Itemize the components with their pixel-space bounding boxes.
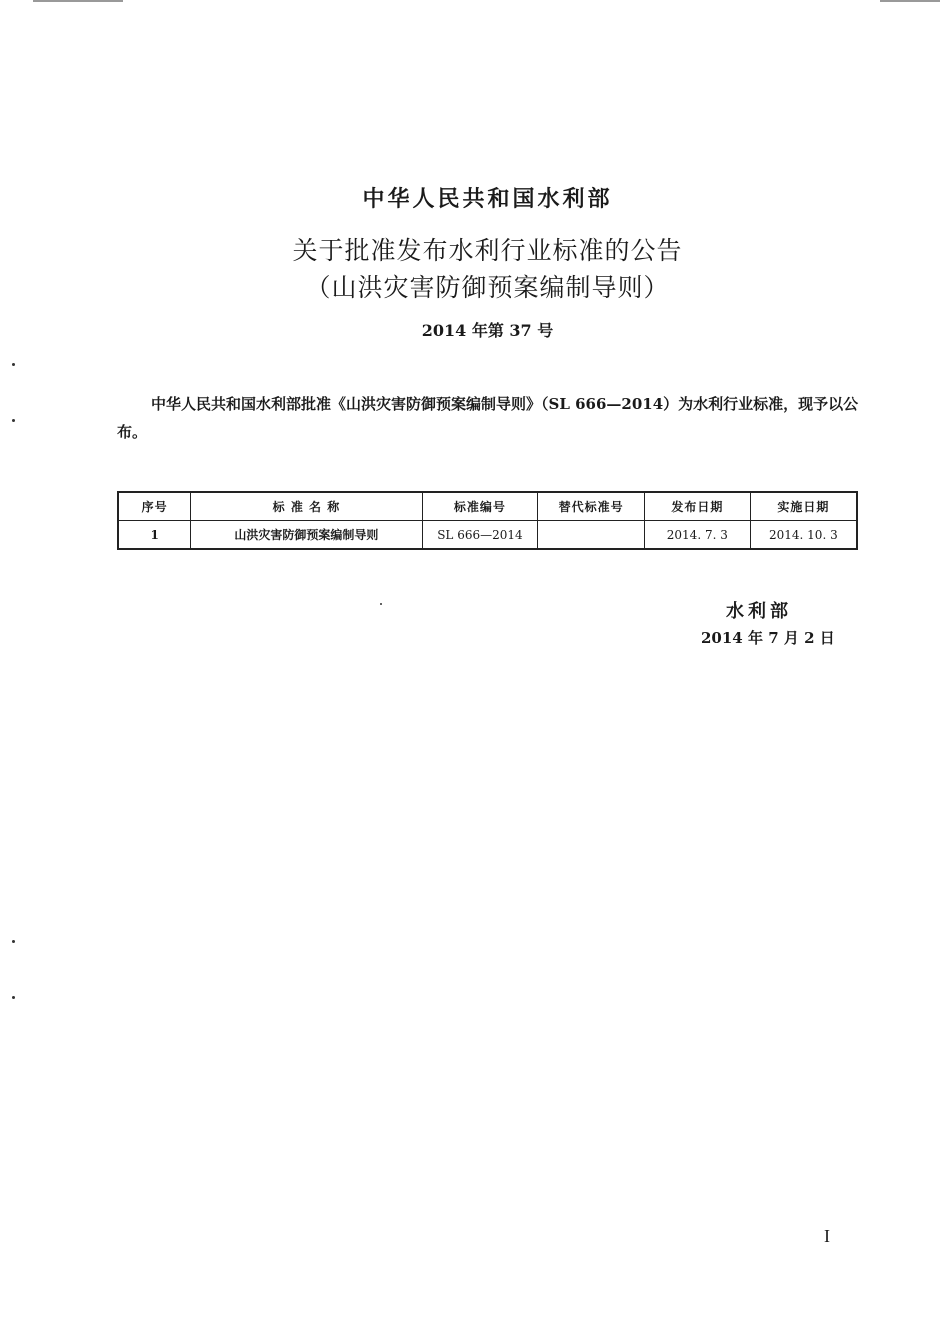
cell-standard-code: SL 666—2014 — [422, 521, 538, 550]
col-header-issue-date: 发布日期 — [644, 492, 750, 521]
scan-speck — [380, 603, 382, 605]
scan-speck — [12, 996, 15, 999]
cell-replaced-code — [538, 521, 645, 550]
scan-speck — [12, 419, 15, 422]
cell-issue-date: 2014. 7. 3 — [644, 521, 750, 550]
col-header-effective-date: 实施日期 — [750, 492, 857, 521]
scan-speck — [12, 940, 15, 943]
col-header-standard-name: 标 准 名 称 — [191, 492, 422, 521]
scan-speck — [12, 363, 15, 366]
standards-table — [117, 491, 858, 550]
announcement-subtitle: （山洪灾害防御预案编制导则） — [305, 273, 670, 302]
signature-issuer: 水利部 — [726, 601, 792, 622]
scan-edge-mark-right — [880, 0, 940, 2]
cell-serial: 1 — [118, 521, 191, 550]
ministry-heading: 中华人民共和国水利部 — [362, 186, 613, 212]
announcement-title: 关于批准发布水利行业标准的公告 — [292, 236, 683, 265]
table-row — [118, 521, 857, 550]
announcement-paragraph: 中华人民共和国水利部批准《山洪灾害防御预案编制导则》（SL 666—2014）为水利行业标准，现予以公布。 — [117, 395, 859, 441]
col-header-serial: 序号 — [118, 492, 191, 521]
col-header-replaced-code: 替代标准号 — [538, 492, 645, 521]
document-number: 2014 年第 37 号 — [421, 321, 554, 340]
col-header-standard-code: 标准编号 — [422, 492, 538, 521]
cell-standard-name: 山洪灾害防御预案编制导则 — [191, 521, 422, 550]
scan-edge-mark-left — [33, 0, 123, 2]
table-header-row — [118, 492, 857, 521]
signature-date: 2014 年 7 月 2 日 — [701, 629, 835, 647]
page-number: I — [824, 1226, 830, 1246]
cell-effective-date: 2014. 10. 3 — [750, 521, 857, 550]
